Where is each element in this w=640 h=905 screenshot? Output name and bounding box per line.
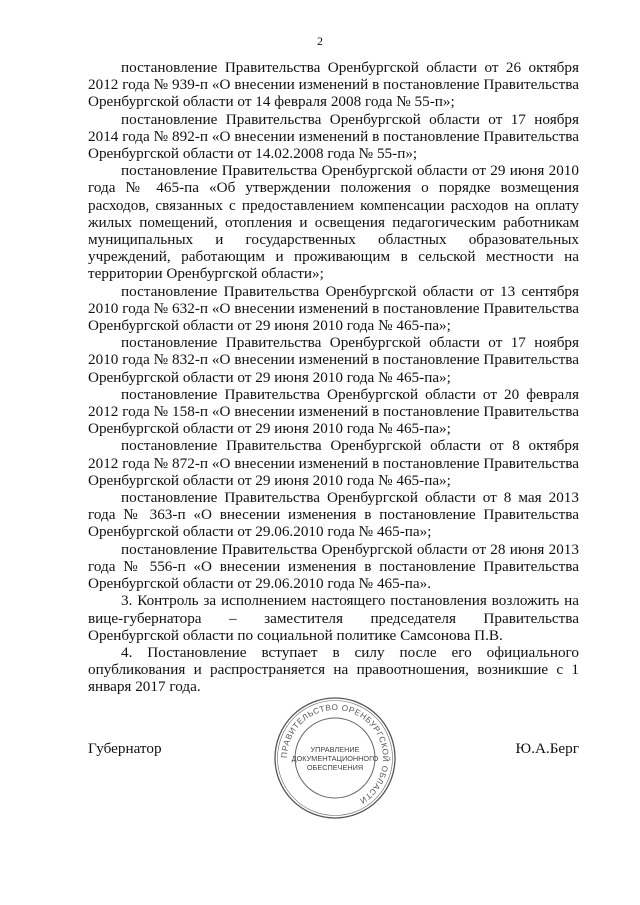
paragraph-item-3: 3. Контроль за исполнением настоящего постановления возложить на вице-губернатора – заместителя председателя Правительства Оренбургской области по социальной политике Самсонова П.В. bbox=[88, 592, 579, 644]
paragraph-resolution-872: постановление Правительства Оренбургской области от 8 октября 2012 года № 872-п «О внесении изменений в постановление Правительства Оренбургской области от 29 июня 2010 года № 465-па»; bbox=[88, 437, 579, 489]
paragraph-resolution-892: постановление Правительства Оренбургской области от 17 ноября 2014 года № 892-п «О внесении изменений в постановление Правительства Оренбургской области от 14.02.2008 года № 55-п»; bbox=[88, 110, 579, 163]
stamp-ring-text: ПРАВИТЕЛЬСТВО ОРЕНБУРГСКОЙ ОБЛАСТИ bbox=[279, 702, 391, 806]
page-number: 2 bbox=[317, 34, 323, 48]
paragraph-resolution-158: постановление Правительства Оренбургской области от 20 февраля 2012 года № 158-п «О внесении изменений в постановление Правительства Оренбургской области от 29 июня 2010 года № 465-па»; bbox=[88, 385, 579, 438]
stamp-line-1: УПРАВЛЕНИЕ bbox=[310, 745, 360, 754]
paragraph-item-4: 4. Постановление вступает в силу после его официального опубликования и распространяется на правоотношения, возникшие с 1 января 2017 года. bbox=[88, 643, 579, 696]
paragraph-resolution-465: постановление Правительства Оренбургской области от 29 июня 2010 года № 465-па «Об утверждении положения о порядке возмещения расходов, связанных с предоставлением компенсации расходов на оплату жилых помещений, отопления и освещения педагогическим работникам муниципальных и государственных областных образовательных учреждений, работающим и проживающим в сельской местности на территории Оренбургской области»; bbox=[88, 162, 579, 283]
paragraph-resolution-556: постановление Правительства Оренбургской области от 28 июня 2013 года № 556-п «О внесении изменения в постановление Правительства Оренбургской области от 29.06.2010 года № 465-па». bbox=[88, 540, 579, 593]
signatory-title: Губернатор bbox=[88, 740, 162, 757]
signatory-name: Ю.А.Берг bbox=[515, 740, 579, 757]
paragraph-resolution-363: постановление Правительства Оренбургской области от 8 мая 2013 года № 363-п «О внесении изменения в постановление Правительства Оренбургской области от 29.06.2010 года № 465-па»; bbox=[88, 489, 579, 541]
official-stamp bbox=[272, 695, 398, 821]
stamp-line-3: ОБЕСПЕЧЕНИЯ bbox=[306, 763, 364, 772]
stamp-line-2: ДОКУМЕНТАЦИОННОГО bbox=[291, 754, 379, 763]
document-body bbox=[88, 59, 579, 696]
paragraph-resolution-632: постановление Правительства Оренбургской области от 13 сентября 2010 года № 632-п «О внесении изменений в постановление Правительства Оренбургской области от 29 июня 2010 года № 465-па»; bbox=[88, 282, 579, 335]
paragraph-resolution-939: постановление Правительства Оренбургской области от 26 октября 2012 года № 939-п «О внесении изменений в постановление Правительства Оренбургской области от 14 февраля 2008 года № 55-п»; bbox=[88, 59, 579, 111]
paragraph-resolution-832: постановление Правительства Оренбургской области от 17 ноября 2010 года № 832-п «О внесении изменений в постановление Правительства Оренбургской области от 29 июня 2010 года № 465-па»; bbox=[88, 334, 579, 386]
